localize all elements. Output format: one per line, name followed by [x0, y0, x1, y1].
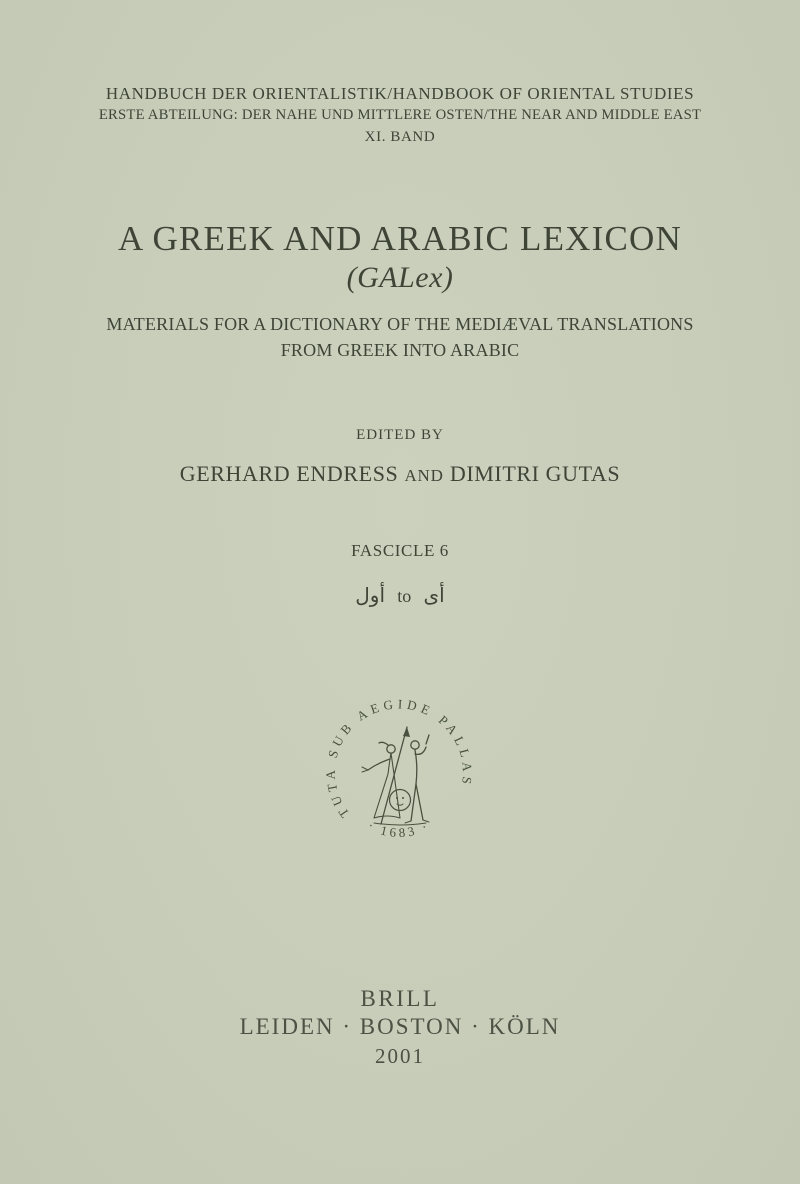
- series-volume: XI. BAND: [364, 129, 436, 145]
- series-title: HANDBUCH DER ORIENTALISTIK/HANDBOOK OF ORIENTAL STUDIES: [105, 84, 695, 103]
- book-subtitle: (GALex): [346, 261, 454, 294]
- arabic-range: [0, 583, 800, 608]
- description-line-2: FROM GREEK INTO ARABIC: [280, 340, 520, 360]
- emblem-motto: TUTA SUB AEGIDE PALLAS: [322, 696, 476, 821]
- edited-by-label: EDITED BY: [356, 427, 444, 443]
- description-line-1: MATERIALS FOR A DICTIONARY OF THE MEDIÆVAL TRANSLATIONS: [106, 314, 694, 334]
- series-section: ERSTE ABTEILUNG: DER NAHE UND MITTLERE OSTEN/THE NEAR AND MIDDLE EAST: [98, 107, 702, 123]
- publisher-name: BRILL: [360, 986, 440, 1011]
- brill-printer-mark-icon: [312, 686, 486, 860]
- arabic-word-ay: أى: [423, 583, 445, 607]
- editors-line: [0, 461, 800, 487]
- pallas-athena-figures: [362, 727, 429, 825]
- publication-year: 2001: [375, 1044, 425, 1068]
- editor-name-2: DIMITRI GUTAS: [449, 461, 621, 486]
- svg-text:· 1683 ·: [366, 818, 433, 840]
- fascicle-label: FASCICLE 6: [351, 541, 449, 560]
- arabic-word-awwal: أول: [355, 583, 385, 607]
- book-title: A GREEK AND ARABIC LEXICON: [118, 219, 682, 258]
- editor-name-1: GERHARD ENDRESS: [179, 461, 399, 486]
- publisher-cities: LEIDEN · BOSTON · KÖLN: [239, 1014, 561, 1039]
- editors-conjunction: AND: [404, 466, 444, 485]
- arabic-range-to: to: [397, 586, 412, 606]
- emblem-year: · 1683 ·: [365, 817, 433, 841]
